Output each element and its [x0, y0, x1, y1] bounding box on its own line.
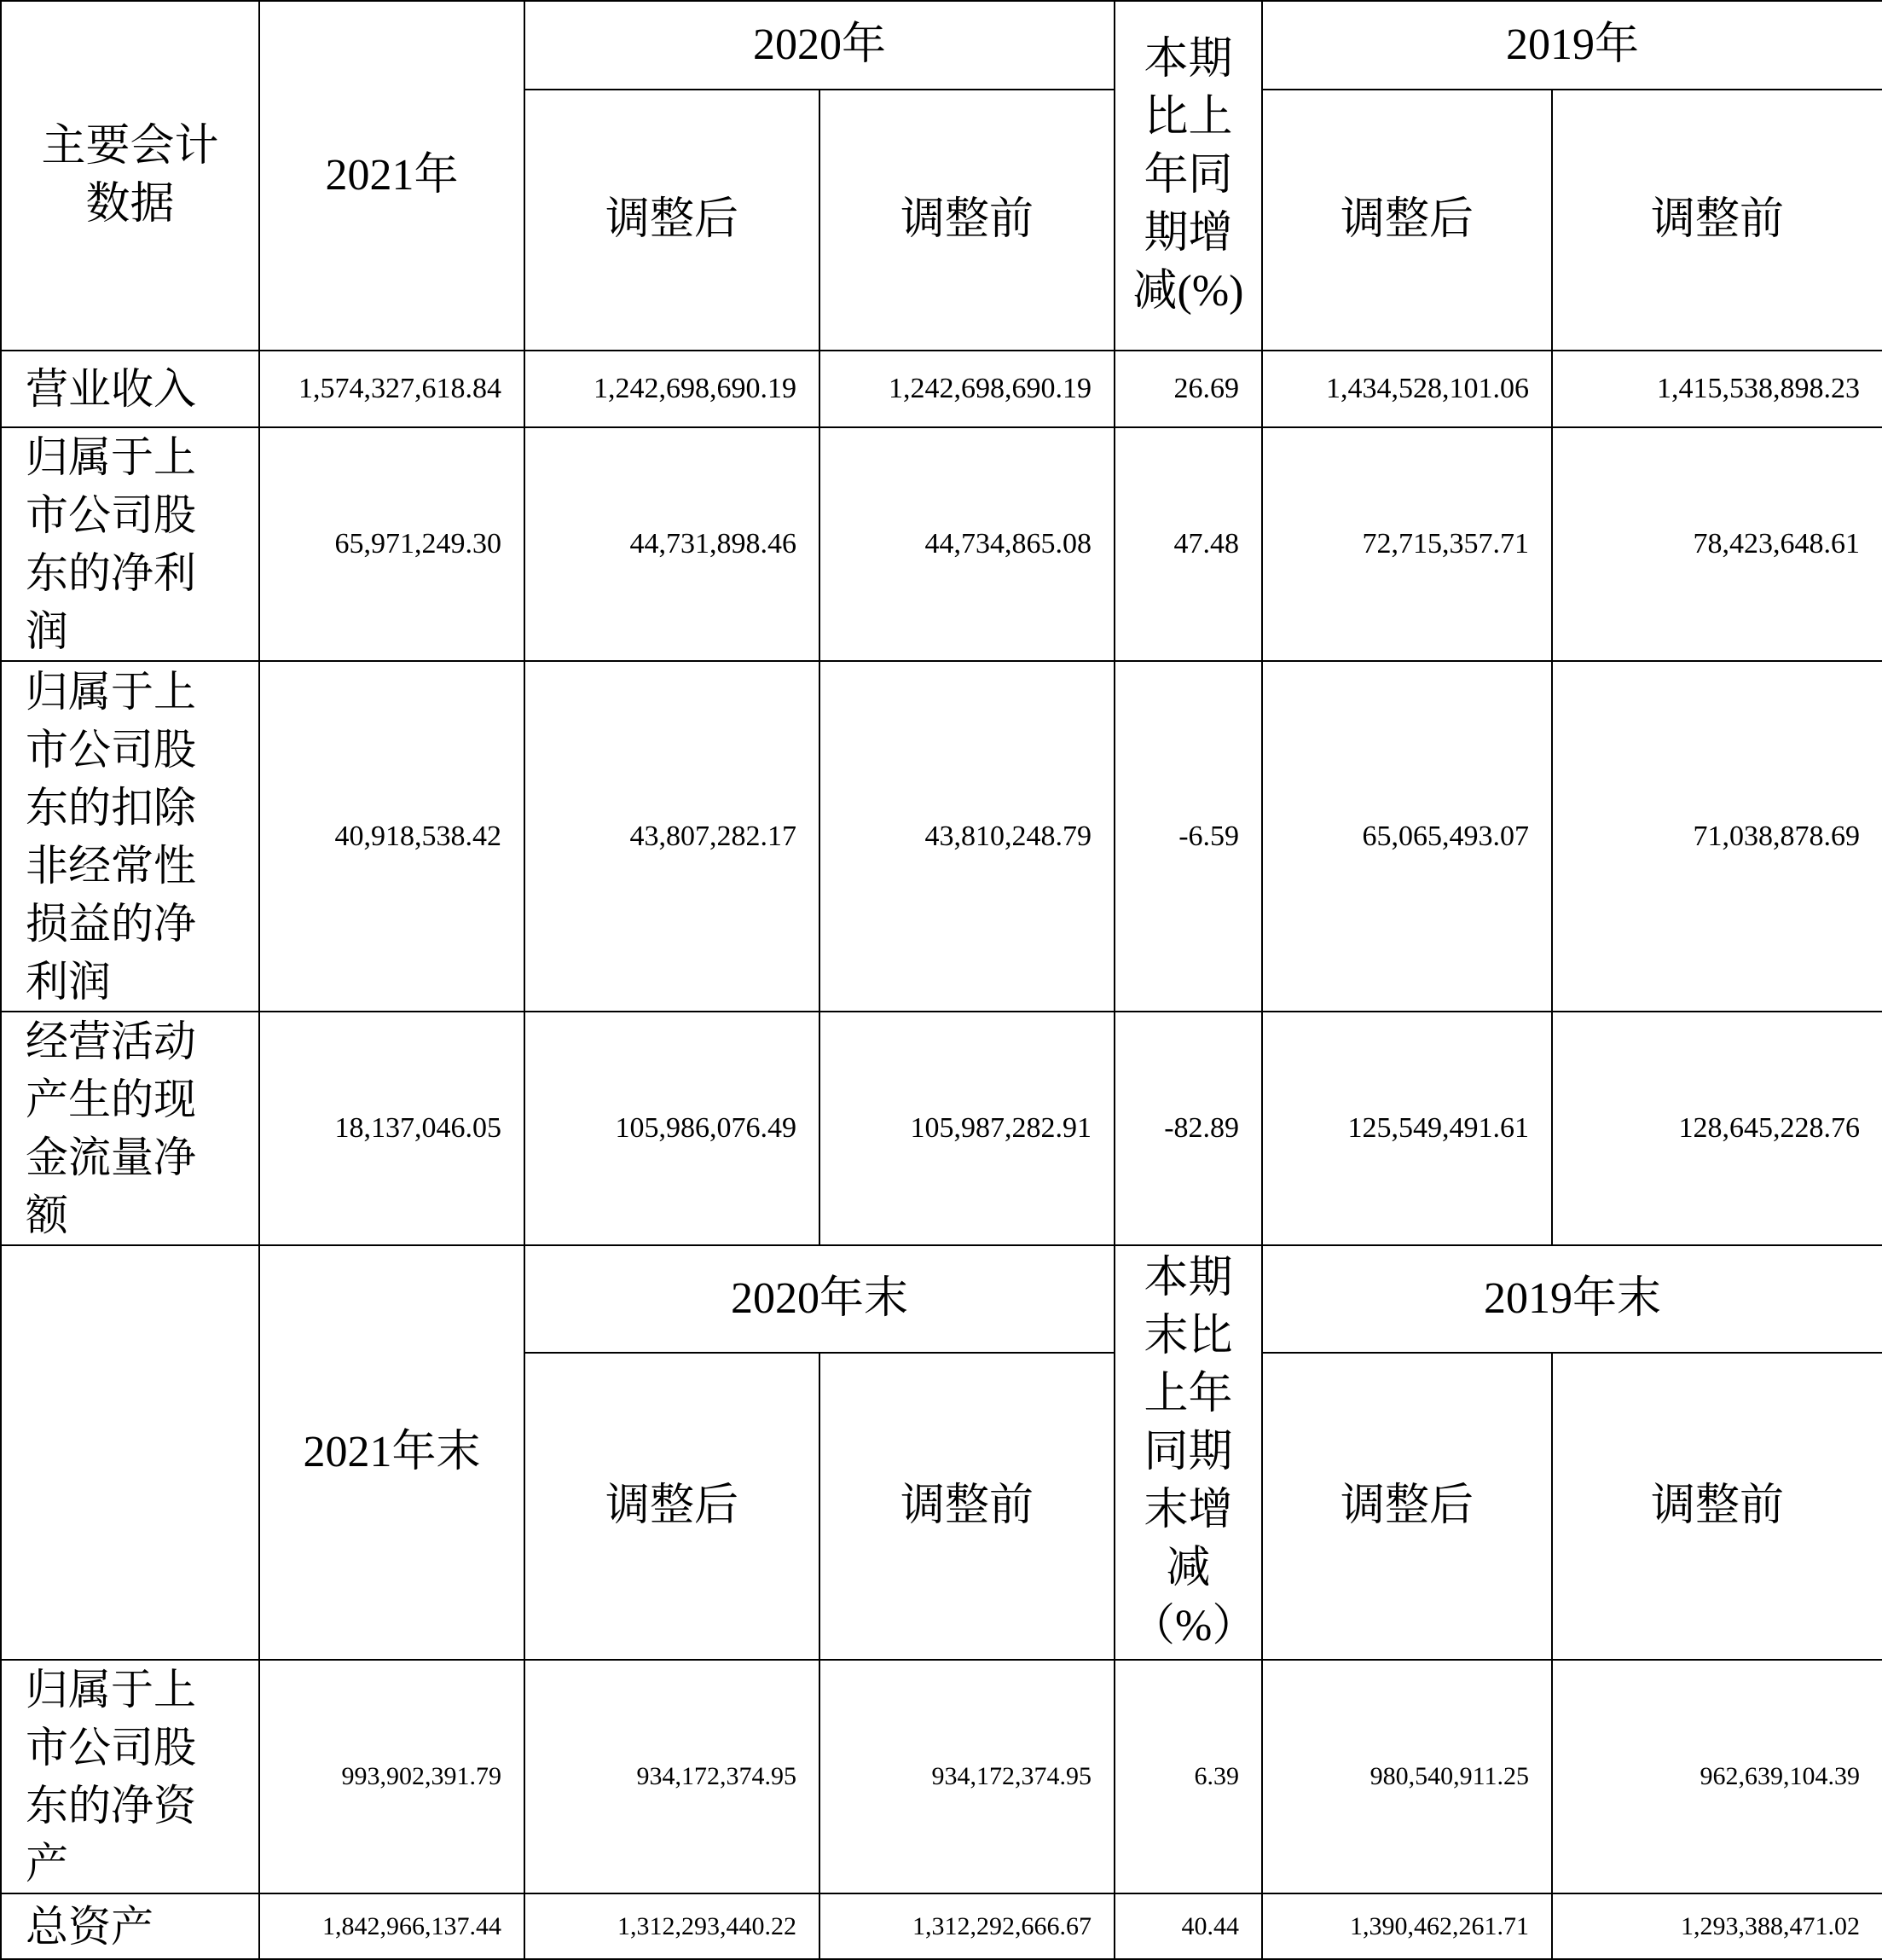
- value-2021: 1,842,966,137.44: [259, 1893, 524, 1959]
- header-2019-before: 调整前: [1552, 90, 1882, 351]
- value-2019-before: 71,038,878.69: [1552, 661, 1882, 1012]
- table-row: [1, 1893, 1882, 1959]
- header-row-label: 主要会计数据: [1, 1, 259, 351]
- table-row: [1, 351, 1882, 427]
- value-change: 6.39: [1115, 1660, 1262, 1893]
- value-change: 40.44: [1115, 1893, 1262, 1959]
- table-row: [1, 661, 1882, 1012]
- header-2020: 2020年: [524, 1, 1115, 90]
- value-2019-after: 125,549,491.61: [1262, 1012, 1552, 1245]
- header-2020-before: 调整前: [819, 90, 1115, 351]
- value-2020-after: 1,242,698,690.19: [524, 351, 819, 427]
- header-2021: 2021年: [259, 1, 524, 351]
- row-label: 营业收入: [1, 351, 259, 427]
- header-row-label-2: [1, 1245, 259, 1660]
- value-2019-after: 1,434,528,101.06: [1262, 351, 1552, 427]
- row-label: 归属于上市公司股东的净资产: [1, 1660, 259, 1893]
- value-2019-before: 128,645,228.76: [1552, 1012, 1882, 1245]
- value-2020-before: 1,312,292,666.67: [819, 1893, 1115, 1959]
- row-label: 经营活动产生的现金流量净额: [1, 1012, 259, 1245]
- value-2021: 65,971,249.30: [259, 427, 524, 661]
- header-2020-after: 调整后: [524, 90, 819, 351]
- header-2019-after: 调整后: [1262, 90, 1552, 351]
- header-2019: 2019年: [1262, 1, 1882, 90]
- value-2019-after: 65,065,493.07: [1262, 661, 1552, 1012]
- value-2019-after: 1,390,462,261.71: [1262, 1893, 1552, 1959]
- value-2019-before: 78,423,648.61: [1552, 427, 1882, 661]
- value-2019-after: 72,715,357.71: [1262, 427, 1552, 661]
- table-row: [1, 1660, 1882, 1893]
- value-2021: 18,137,046.05: [259, 1012, 524, 1245]
- value-2019-before: 1,293,388,471.02: [1552, 1893, 1882, 1959]
- value-2019-before: 1,415,538,898.23: [1552, 351, 1882, 427]
- table-row: [1, 427, 1882, 661]
- header-2021-end: 2021年末: [259, 1245, 524, 1660]
- value-2021: 993,902,391.79: [259, 1660, 524, 1893]
- value-2021: 1,574,327,618.84: [259, 351, 524, 427]
- value-2020-before: 105,987,282.91: [819, 1012, 1115, 1245]
- value-2019-before: 962,639,104.39: [1552, 1660, 1882, 1893]
- header-2020-end: 2020年末: [524, 1245, 1115, 1353]
- row-label: 归属于上市公司股东的扣除非经常性损益的净利润: [1, 661, 259, 1012]
- value-2020-after: 105,986,076.49: [524, 1012, 819, 1245]
- value-2020-after: 44,731,898.46: [524, 427, 819, 661]
- value-change: -82.89: [1115, 1012, 1262, 1245]
- header-change-end: 本期末比上年同期末增减（%）: [1115, 1245, 1262, 1660]
- value-2019-after: 980,540,911.25: [1262, 1660, 1552, 1893]
- value-change: 47.48: [1115, 427, 1262, 661]
- value-2020-after: 43,807,282.17: [524, 661, 819, 1012]
- value-2020-before: 1,242,698,690.19: [819, 351, 1115, 427]
- header-row-1: [1, 1, 1882, 90]
- value-2020-before: 44,734,865.08: [819, 427, 1115, 661]
- header-2019-end-before: 调整前: [1552, 1353, 1882, 1660]
- table-row: [1, 1012, 1882, 1245]
- value-2021: 40,918,538.42: [259, 661, 524, 1012]
- header-2020-end-before: 调整前: [819, 1353, 1115, 1660]
- header-2020-end-after: 调整后: [524, 1353, 819, 1660]
- value-change: 26.69: [1115, 351, 1262, 427]
- row-label: 总资产: [1, 1893, 259, 1959]
- header-2019-end: 2019年末: [1262, 1245, 1882, 1353]
- header-2019-end-after: 调整后: [1262, 1353, 1552, 1660]
- value-change: -6.59: [1115, 661, 1262, 1012]
- value-2020-before: 43,810,248.79: [819, 661, 1115, 1012]
- value-2020-after: 934,172,374.95: [524, 1660, 819, 1893]
- header-change: 本期比上年同期增减(%): [1115, 1, 1262, 351]
- value-2020-before: 934,172,374.95: [819, 1660, 1115, 1893]
- row-label: 归属于上市公司股东的净利润: [1, 427, 259, 661]
- value-2020-after: 1,312,293,440.22: [524, 1893, 819, 1959]
- header-row-3: [1, 1245, 1882, 1353]
